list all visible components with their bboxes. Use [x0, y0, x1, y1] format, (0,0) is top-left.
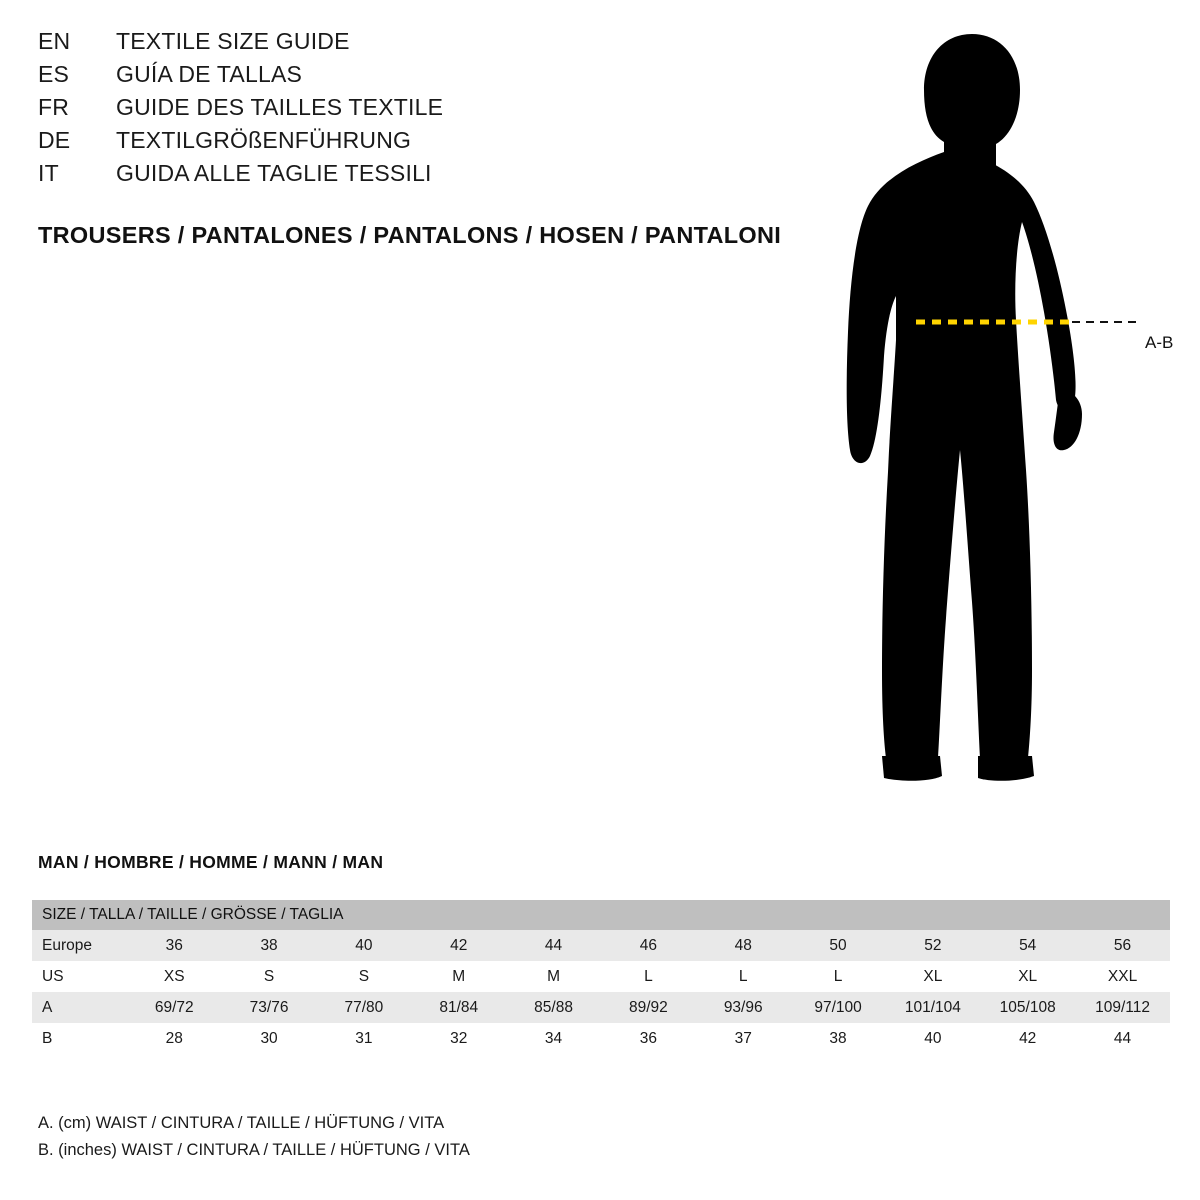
language-code: DE — [38, 127, 71, 153]
table-cell: 40 — [316, 930, 411, 961]
table-cell: 54 — [980, 930, 1075, 961]
language-code: ES — [38, 61, 70, 87]
table-cell: M — [506, 961, 601, 992]
table-cell: M — [411, 961, 506, 992]
table-cell: 93/96 — [696, 992, 791, 1023]
language-title: GUÍA DE TALLAS — [116, 61, 303, 87]
measure-label-ab: A-B — [1145, 333, 1174, 352]
language-code: IT — [38, 160, 59, 186]
table-cell: 109/112 — [1075, 992, 1170, 1023]
table-cell: XL — [980, 961, 1075, 992]
table-header-label: SIZE / TALLA / TAILLE / GRÖSSE / TAGLIA — [32, 900, 1170, 930]
language-title: GUIDE DES TAILLES TEXTILE — [116, 94, 444, 120]
language-title: GUIDA ALLE TAGLIE TESSILI — [116, 160, 432, 186]
table-cell: 52 — [885, 930, 980, 961]
table-cell: 31 — [316, 1023, 411, 1054]
table-cell: 42 — [980, 1023, 1075, 1054]
language-title: TEXTILE SIZE GUIDE — [116, 28, 350, 54]
table-cell: 56 — [1075, 930, 1170, 961]
language-title: TEXTILGRÖßENFÜHRUNG — [116, 127, 412, 153]
footnotes — [38, 1110, 938, 1164]
table-cell: 50 — [791, 930, 886, 961]
table-cell: L — [601, 961, 696, 992]
table-cell: S — [316, 961, 411, 992]
size-table — [32, 900, 1170, 1054]
footnote-b: B. (inches) WAIST / CINTURA / TAILLE / HÜFTUNG / VITA — [38, 1141, 470, 1159]
table-cell: 42 — [411, 930, 506, 961]
table-cell: S — [222, 961, 317, 992]
table-cell: 32 — [411, 1023, 506, 1054]
figure-illustration — [820, 20, 1200, 810]
language-code: FR — [38, 94, 70, 120]
table-cell: 73/76 — [222, 992, 317, 1023]
table-cell: 81/84 — [411, 992, 506, 1023]
language-title-block — [38, 28, 798, 193]
table-row — [32, 930, 1170, 961]
row-label: Europe — [32, 930, 127, 961]
row-label: A — [32, 992, 127, 1023]
table-cell: 44 — [1075, 1023, 1170, 1054]
language-row — [38, 94, 798, 127]
male-silhouette-icon — [820, 20, 1200, 810]
table-cell: 30 — [222, 1023, 317, 1054]
table-cell: 38 — [791, 1023, 886, 1054]
table-cell: 36 — [127, 930, 222, 961]
table-row — [32, 1023, 1170, 1054]
language-row — [38, 160, 798, 193]
table-row — [32, 961, 1170, 992]
language-code: EN — [38, 28, 71, 54]
table-cell: 37 — [696, 1023, 791, 1054]
footnote-a: A. (cm) WAIST / CINTURA / TAILLE / HÜFTUNG / VITA — [38, 1114, 445, 1132]
table-cell: L — [696, 961, 791, 992]
table-cell: 69/72 — [127, 992, 222, 1023]
table-cell: L — [791, 961, 886, 992]
table-cell: 44 — [506, 930, 601, 961]
table-cell: 101/104 — [885, 992, 980, 1023]
language-row — [38, 61, 798, 94]
table-cell: XL — [885, 961, 980, 992]
table-cell: 38 — [222, 930, 317, 961]
table-cell: 48 — [696, 930, 791, 961]
table-cell: 46 — [601, 930, 696, 961]
language-row — [38, 28, 798, 61]
table-cell: 85/88 — [506, 992, 601, 1023]
gender-section-title: MAN / HOMBRE / HOMME / MANN / MAN — [38, 852, 384, 872]
table-cell: 97/100 — [791, 992, 886, 1023]
garment-type-title: TROUSERS / PANTALONES / PANTALONS / HOSEN / PANTALONI — [38, 222, 782, 248]
language-row — [38, 127, 798, 160]
table-cell: 36 — [601, 1023, 696, 1054]
row-label: B — [32, 1023, 127, 1054]
table-cell: 28 — [127, 1023, 222, 1054]
table-cell: 40 — [885, 1023, 980, 1054]
table-cell: 105/108 — [980, 992, 1075, 1023]
table-cell: 34 — [506, 1023, 601, 1054]
table-row — [32, 992, 1170, 1023]
table-header-row — [32, 900, 1170, 930]
table-cell: XXL — [1075, 961, 1170, 992]
table-cell: 77/80 — [316, 992, 411, 1023]
row-label: US — [32, 961, 127, 992]
table-cell: XS — [127, 961, 222, 992]
table-cell: 89/92 — [601, 992, 696, 1023]
